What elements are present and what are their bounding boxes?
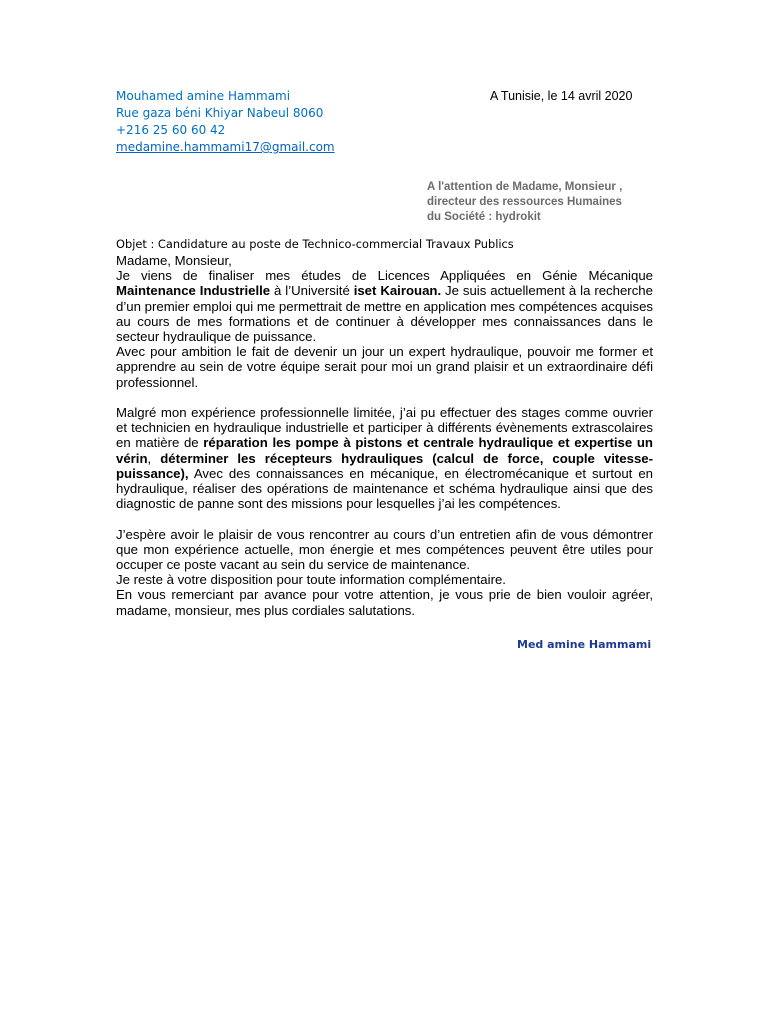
p3-text-1: Malgré mon expérience professionnelle limitée, j’ai pu effectuer des stages comme ouvrier et technicien en hydraulique industrielle et participer à différents évènements extrascolaires en matière de	[116, 405, 653, 451]
p3-bold-1: réparation les pompe à pistons et centrale hydraulique et expertise un vérin	[116, 435, 653, 466]
paragraph-6: En vous remerciant par avance pour votre attention, je vous prie de bien vouloir agréer, madame, monsieur, mes plus cordiales salutations.	[116, 587, 653, 618]
sender-phone: +216 25 60 60 42	[116, 123, 226, 137]
recipient-line-1: A l'attention de Madame, Monsieur ,	[427, 181, 623, 193]
paragraph-4: J’espère avoir le plaisir de vous rencontrer au cours d’un entretien afin de vous démontrer que mon expérience actuelle, mon énergie et mes compétences peuvent être utiles pour occuper ce poste vacant au sein du service de maintenance.	[116, 526, 653, 573]
sender-email-link[interactable]: medamine.hammami17@gmail.com	[116, 140, 335, 154]
paragraph-5: Je reste à votre disposition pour toute information complémentaire.	[116, 572, 506, 588]
recipient-line-3: du Société : hydrokit	[427, 211, 541, 223]
p3-text-3: Avec des connaissances en mécanique, en électromécanique et surtout en hydraulique, réaliser des opérations de maintenance et schéma hydraulique ainsi que des diagnostic de panne sont des missions pour lesquelles j’ai les compétences.	[116, 465, 653, 512]
letter-body	[116, 253, 653, 618]
subject-line: Objet : Candidature au poste de Technico-commercial Travaux Publics	[116, 237, 514, 251]
sender-address: Rue gaza béni Khiyar Nabeul 8060	[116, 106, 324, 120]
paragraph-2: Avec pour ambition le fait de devenir un jour un expert hydraulique, pouvoir me former et apprendre au sein de votre équipe serait pour moi un grand plaisir et un extraordinaire défi professionnel.	[116, 344, 653, 390]
sender-block	[116, 88, 335, 156]
date-line: A Tunisie, le 14 avril 2020	[490, 89, 633, 103]
p1-bold-2: iset Kairouan.	[353, 283, 442, 299]
signature: Med amine Hammami	[517, 638, 652, 651]
p1-text-2: à l’Université	[270, 283, 354, 299]
paragraph-1	[116, 268, 653, 344]
p3-bold-2: déterminer les récepteurs hydrauliques (calcul de force, couple vitesse-puissance),	[116, 450, 654, 481]
salutation: Madame, Monsieur,	[116, 253, 232, 268]
paragraph-gap	[116, 511, 653, 526]
sender-name: Mouhamed amine Hammami	[116, 89, 291, 103]
p1-bold-1: Maintenance Industrielle	[116, 283, 271, 299]
p3-text-2: ,	[147, 450, 161, 466]
p1-text-1: Je viens de finaliser mes études de Licences Appliquées en Génie Mécanique	[116, 268, 653, 284]
recipient-block	[427, 180, 622, 225]
paragraph-3	[116, 405, 653, 511]
paragraph-gap	[116, 390, 653, 405]
p1-text-3: Je suis actuellement à la recherche d’un premier emploi qui me permettrait de mettre en application mes compétences acquises au cours de mes formations et de continuer à développer mes connaissances dans le secteur hydraulique de puissance.	[116, 283, 653, 345]
recipient-line-2: directeur des ressources Humaines	[427, 196, 622, 208]
